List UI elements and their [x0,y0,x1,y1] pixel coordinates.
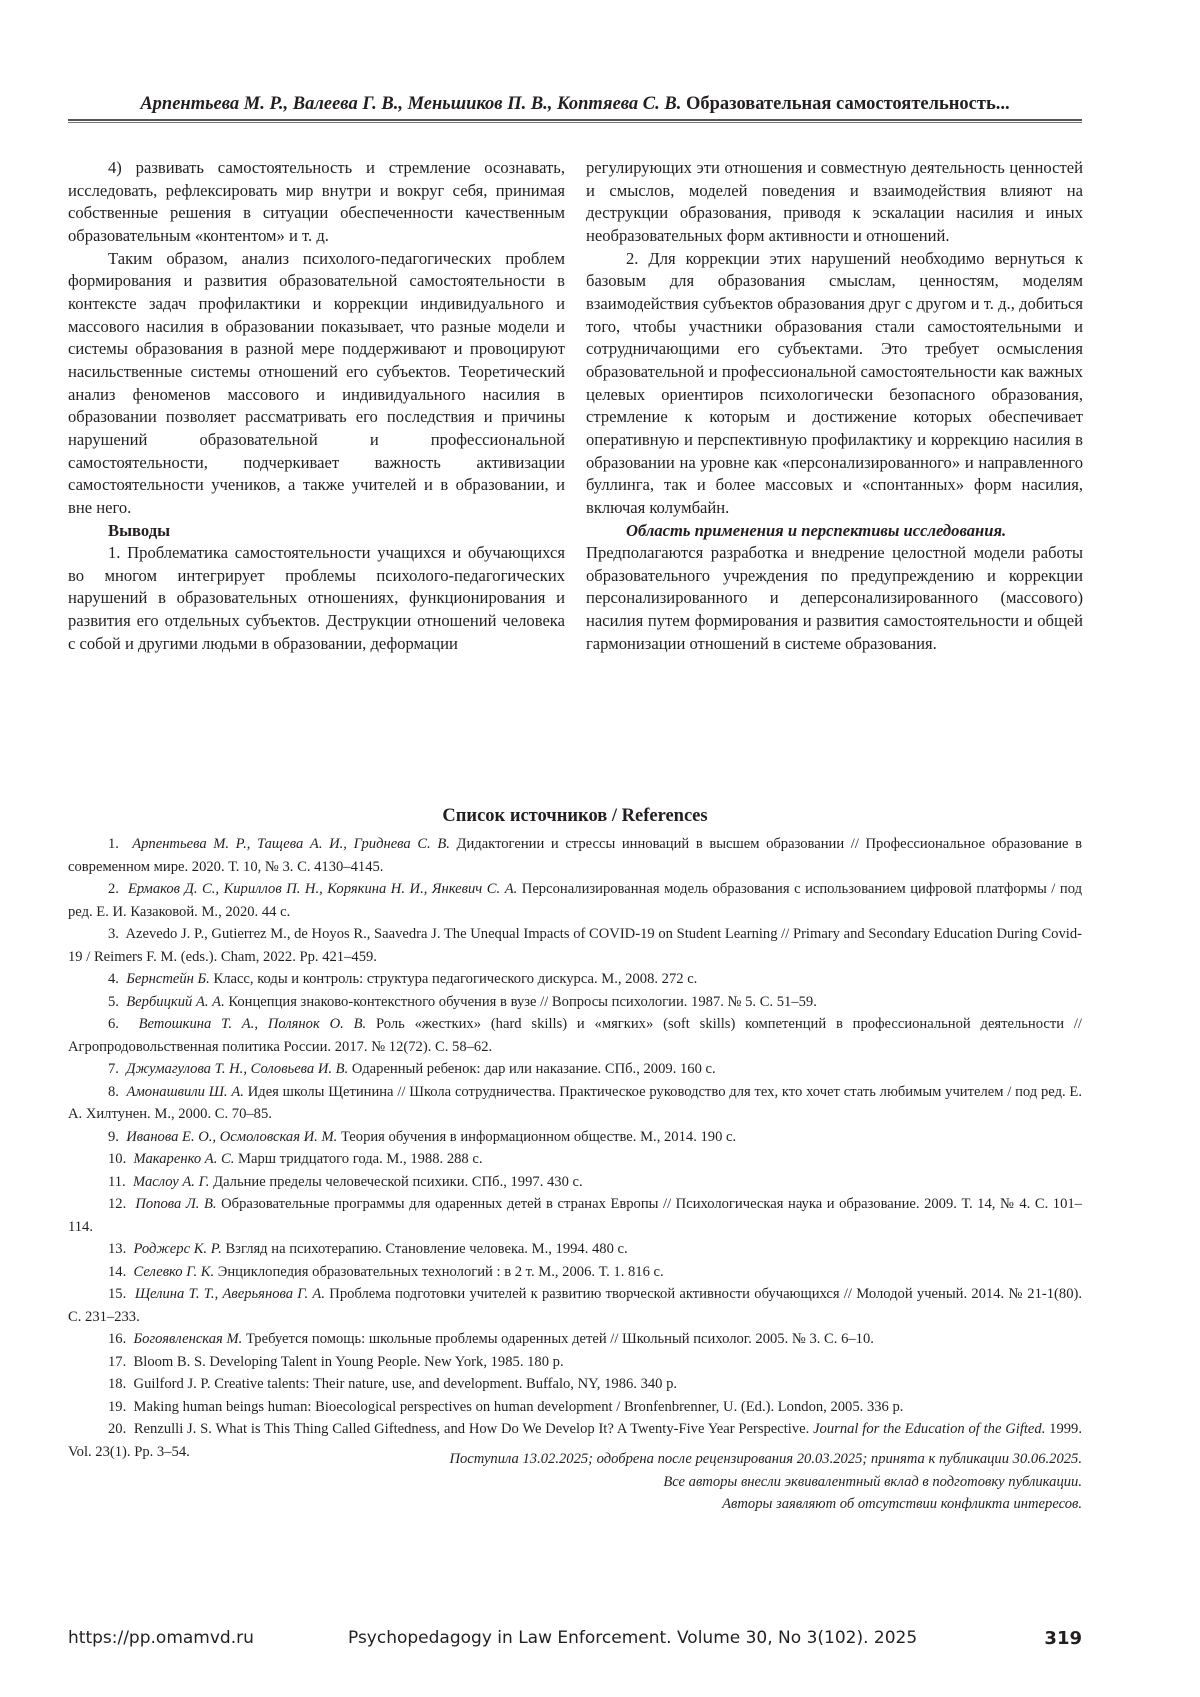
reference-item [68,1081,1082,1126]
reference-italic: Джумагулова Т. Н., Соловьева И. В. [126,1061,348,1077]
reference-number: 13. [108,1241,126,1257]
right-column [586,157,1083,655]
reference-item [68,968,1082,991]
reference-text: Дальние пределы человеческой психики. СПб., 1997. 430 с. [209,1174,582,1190]
conclusions-heading: Выводы [68,520,565,543]
reference-item [68,1171,1082,1194]
paragraph: Предполагаются разработка и внедрение целостной модели работы образовательного учреждения по предупреждению и коррекции персонализированного и деперсонализированного (массового) насилия путем формирования и развития самостоятельности и общей гармонизации отношений в системе образования. [586,542,1083,655]
reference-text: Bloom B. S. Developing Talent in Young People. New York, 1985. 180 p. [134,1354,564,1370]
reference-item [68,1058,1082,1081]
reference-item [68,1126,1082,1149]
reference-text: Образовательные программы для одаренных детей в странах Европы // Психологическая наука и образование. 2009. Т. 14, № 4. С. 101–114. [68,1196,1082,1235]
reference-text: Марш тридцатого года. М., 1988. 288 с. [234,1151,482,1167]
reference-number: 3. [108,926,119,942]
paragraph: 1. Проблематика самостоятельности учащихся и обучающихся во многом интегрирует проблемы психолого-педагогических нарушений в образовательных отношениях, функционирования и развития его отдельных субъектов. Деструкции отношений человека с собой и другими людьми в образовании, деформации [68,542,565,655]
reference-item [68,923,1082,968]
reference-number: 16. [108,1331,126,1347]
reference-item [68,878,1082,923]
reference-italic: Селевко Г. К. [134,1264,215,1280]
reference-text: Взгляд на психотерапию. Становление человека. М., 1994. 480 с. [222,1241,628,1257]
reference-italic: Ветошкина Т. А., Полянок О. В. [139,1016,367,1032]
reference-number: 14. [108,1264,126,1280]
reference-number: 5. [108,994,119,1010]
reference-number: 19. [108,1399,126,1415]
reference-italic: Бернстейн Б. [126,971,210,987]
reference-number: 11. [108,1174,126,1190]
reference-number: 1. [108,836,119,852]
reference-italic: Амонашвили Ш. А. [127,1084,244,1100]
reference-text: 1999. Vol. 23(1). Pp. 3–54. [68,1421,1082,1460]
reference-text: Идея школы Щетинина // Школа сотрудничества. Практическое руководство для тех, кто хочет стать любимым учителем / под ред. Е. А. Хилтунен. М., 2000. С. 70–85. [68,1084,1082,1123]
reference-italic: Роджерс К. Р. [134,1241,222,1257]
reference-number: 10. [108,1151,126,1167]
reference-item [68,1328,1082,1351]
reference-italic: Вербицкий А. А. [126,994,224,1010]
reference-item [68,1351,1082,1374]
reference-item [68,1373,1082,1396]
reference-italic: Journal for the Education of the Gifted. [813,1421,1045,1437]
reference-text: Энциклопедия образовательных технологий : в 2 т. М., 2006. Т. 1. 816 с. [214,1264,664,1280]
scope-heading: Область применения и перспективы исследования. [586,520,1083,543]
reference-italic: Богоявленская М. [134,1331,243,1347]
references-list [68,833,1082,1463]
journal-name: Psychopedagogy in Law Enforcement. Volume 30, No 3(102). 2025 [348,1628,917,1648]
reference-item [68,1013,1082,1058]
reference-text: Azevedo J. P., Gutierrez M., de Hoyos R., Saavedra J. The Unequal Impacts of COVID-19 on Student Learning // Primary and Secondary Education During Covid-19 / Reimers F. M. (eds.). Cham, 2022. Pp. 421–459. [68,926,1082,965]
publication-notes [68,1448,1082,1516]
reference-item [68,1193,1082,1238]
reference-number: 8. [108,1084,119,1100]
reference-text: Проблема подготовки учителей к развитию творческой активности обучающихся // Молодой ученый. 2014. № 21-1(80). С. 231–233. [68,1286,1082,1325]
reference-number: 20. [108,1421,126,1437]
reference-italic: Макаренко А. С. [134,1151,235,1167]
reference-text: Одаренный ребенок: дар или наказание. СПб., 2009. 160 с. [348,1061,715,1077]
reference-item [68,1148,1082,1171]
reference-number: 9. [108,1129,119,1145]
paragraph: 2. Для коррекции этих нарушений необходимо вернуться к базовым для образования смыслам, ценностям, моделям взаимодействия субъектов образования друг с другом и т. д., добиться того, чтобы участники образования стали самостоятельными и сотрудничающими его субъектами. Это требует осмысления образовательной и профессиональной самостоятельности как важных целевых ориентиров психологически безопасного образования, стремление к которым и достижение которых обеспечивает оперативную и перспективную профилактику и коррекцию насилия в образовании на уровне как «персонализированного» и направленного буллинга, так и более массовых и «спонтанных» форм насилия, включая колумбайн. [586,248,1083,520]
reference-number: 18. [108,1376,126,1392]
reference-number: 6. [108,1016,119,1032]
reference-item [68,833,1082,878]
reference-text: Класс, коды и контроль: структура педагогического дискурса. М., 2008. 272 с. [210,971,698,987]
header-title: Образовательная самостоятельность... [686,94,1010,114]
reference-text: Guilford J. P. Creative talents: Their nature, use, and development. Buffalo, NY, 1986. 340 p. [134,1376,678,1392]
page-number: 319 [1044,1628,1082,1649]
reference-italic: Щелина Т. Т., Аверьянова Г. А. [135,1286,325,1302]
reference-number: 15. [108,1286,126,1302]
reference-text: Теория обучения в информационном обществе. М., 2014. 190 с. [337,1129,736,1145]
left-column [68,157,565,655]
conflict-note: Авторы заявляют об отсутствии конфликта интересов. [68,1493,1082,1516]
received-note: Поступила 13.02.2025; одобрена после рецензирования 20.03.2025; принята к публикации 30.06.2025. [68,1448,1082,1471]
reference-number: 4. [108,971,119,987]
header-rule [68,119,1082,123]
reference-item [68,1283,1082,1328]
reference-number: 12. [108,1196,126,1212]
paragraph: регулирующих эти отношения и совместную деятельность ценностей и смыслов, моделей поведения и взаимодействия влияют на деструкции образования, приводя к эскалации насилия и иных необразовательных форм активности и отношений. [586,157,1083,248]
journal-url-link[interactable]: https://pp.omamvd.ru [68,1628,254,1648]
reference-item [68,991,1082,1014]
reference-italic: Попова Л. В. [135,1196,216,1212]
reference-number: 17. [108,1354,126,1370]
reference-italic: Арпентьева М. Р., Тащева А. И., Гриднева С. В. [132,836,450,852]
reference-text: Дидактогении и стрессы инноваций в высшем образовании // Профессиональное образование в современном мире. 2020. Т. 10, № 3. С. 4130–4145. [68,836,1082,875]
reference-text: Концепция знаково-контекстного обучения в вузе // Вопросы психологии. 1987. № 5. С. 51–59. [225,994,817,1010]
reference-italic: Маслоу А. Г. [133,1174,209,1190]
reference-text: Making human beings human: Bioecological perspectives on human development / Bronfenbrenner, U. (Ed.). London, 2005. 336 p. [134,1399,904,1415]
reference-text: Требуется помощь: школьные проблемы одаренных детей // Школьный психолог. 2005. № 3. С. 6–10. [242,1331,874,1347]
reference-item [68,1396,1082,1419]
reference-number: 7. [108,1061,119,1077]
reference-number: 2. [108,881,119,897]
reference-text: Renzulli J. S. What is This Thing Called Giftedness, and How Do We Develop It? A Twenty-Five Year Perspective. [134,1421,813,1437]
paragraph: 4) развивать самостоятельность и стремление осознавать, исследовать, рефлексировать мир внутри и вокруг себя, принимая собственные решения в ситуации обеспеченности качественным образовательным «контентом» и т. д. [68,157,565,248]
reference-italic: Ермаков Д. С., Кириллов П. Н., Корякина Н. И., Янкевич С. А. [128,881,517,897]
reference-item [68,1261,1082,1284]
running-header [68,94,1082,115]
header-authors: Арпентьева М. Р., Валеева Г. В., Меньшиков П. В., Коптяева С. В. [140,94,681,114]
paragraph: Таким образом, анализ психолого-педагогических проблем формирования и развития образовательной самостоятельности в контексте задач профилактики и коррекции индивидуального и массового насилия в образовании показывает, что разные модели и системы образования в разной мере поддерживают и провоцируют насильственные системы отношений его субъектов. Теоретический анализ феноменов массового и индивидуального насилия в образовании позволяет рассматривать его последствия и причины нарушений образовательной и профессиональной самостоятельности, подчеркивает важность активизации самостоятельности учеников, а также учителей и в образовании, и вне него. [68,248,565,520]
reference-text: Персонализированная модель образования с использованием цифровой платформы / под ред. Е. И. Казаковой. М., 2020. 44 с. [68,881,1082,920]
reference-item [68,1238,1082,1261]
reference-italic: Иванова Е. О., Осмоловская И. М. [126,1129,337,1145]
references-title: Список источников / References [68,806,1082,827]
contribution-note: Все авторы внесли эквивалентный вклад в подготовку публикации. [68,1471,1082,1494]
reference-text: Роль «жестких» (hard skills) и «мягких» (soft skills) компетенций в профессиональной деятельности // Агропродовольственная политика России. 2017. № 12(72). С. 58–62. [68,1016,1082,1055]
